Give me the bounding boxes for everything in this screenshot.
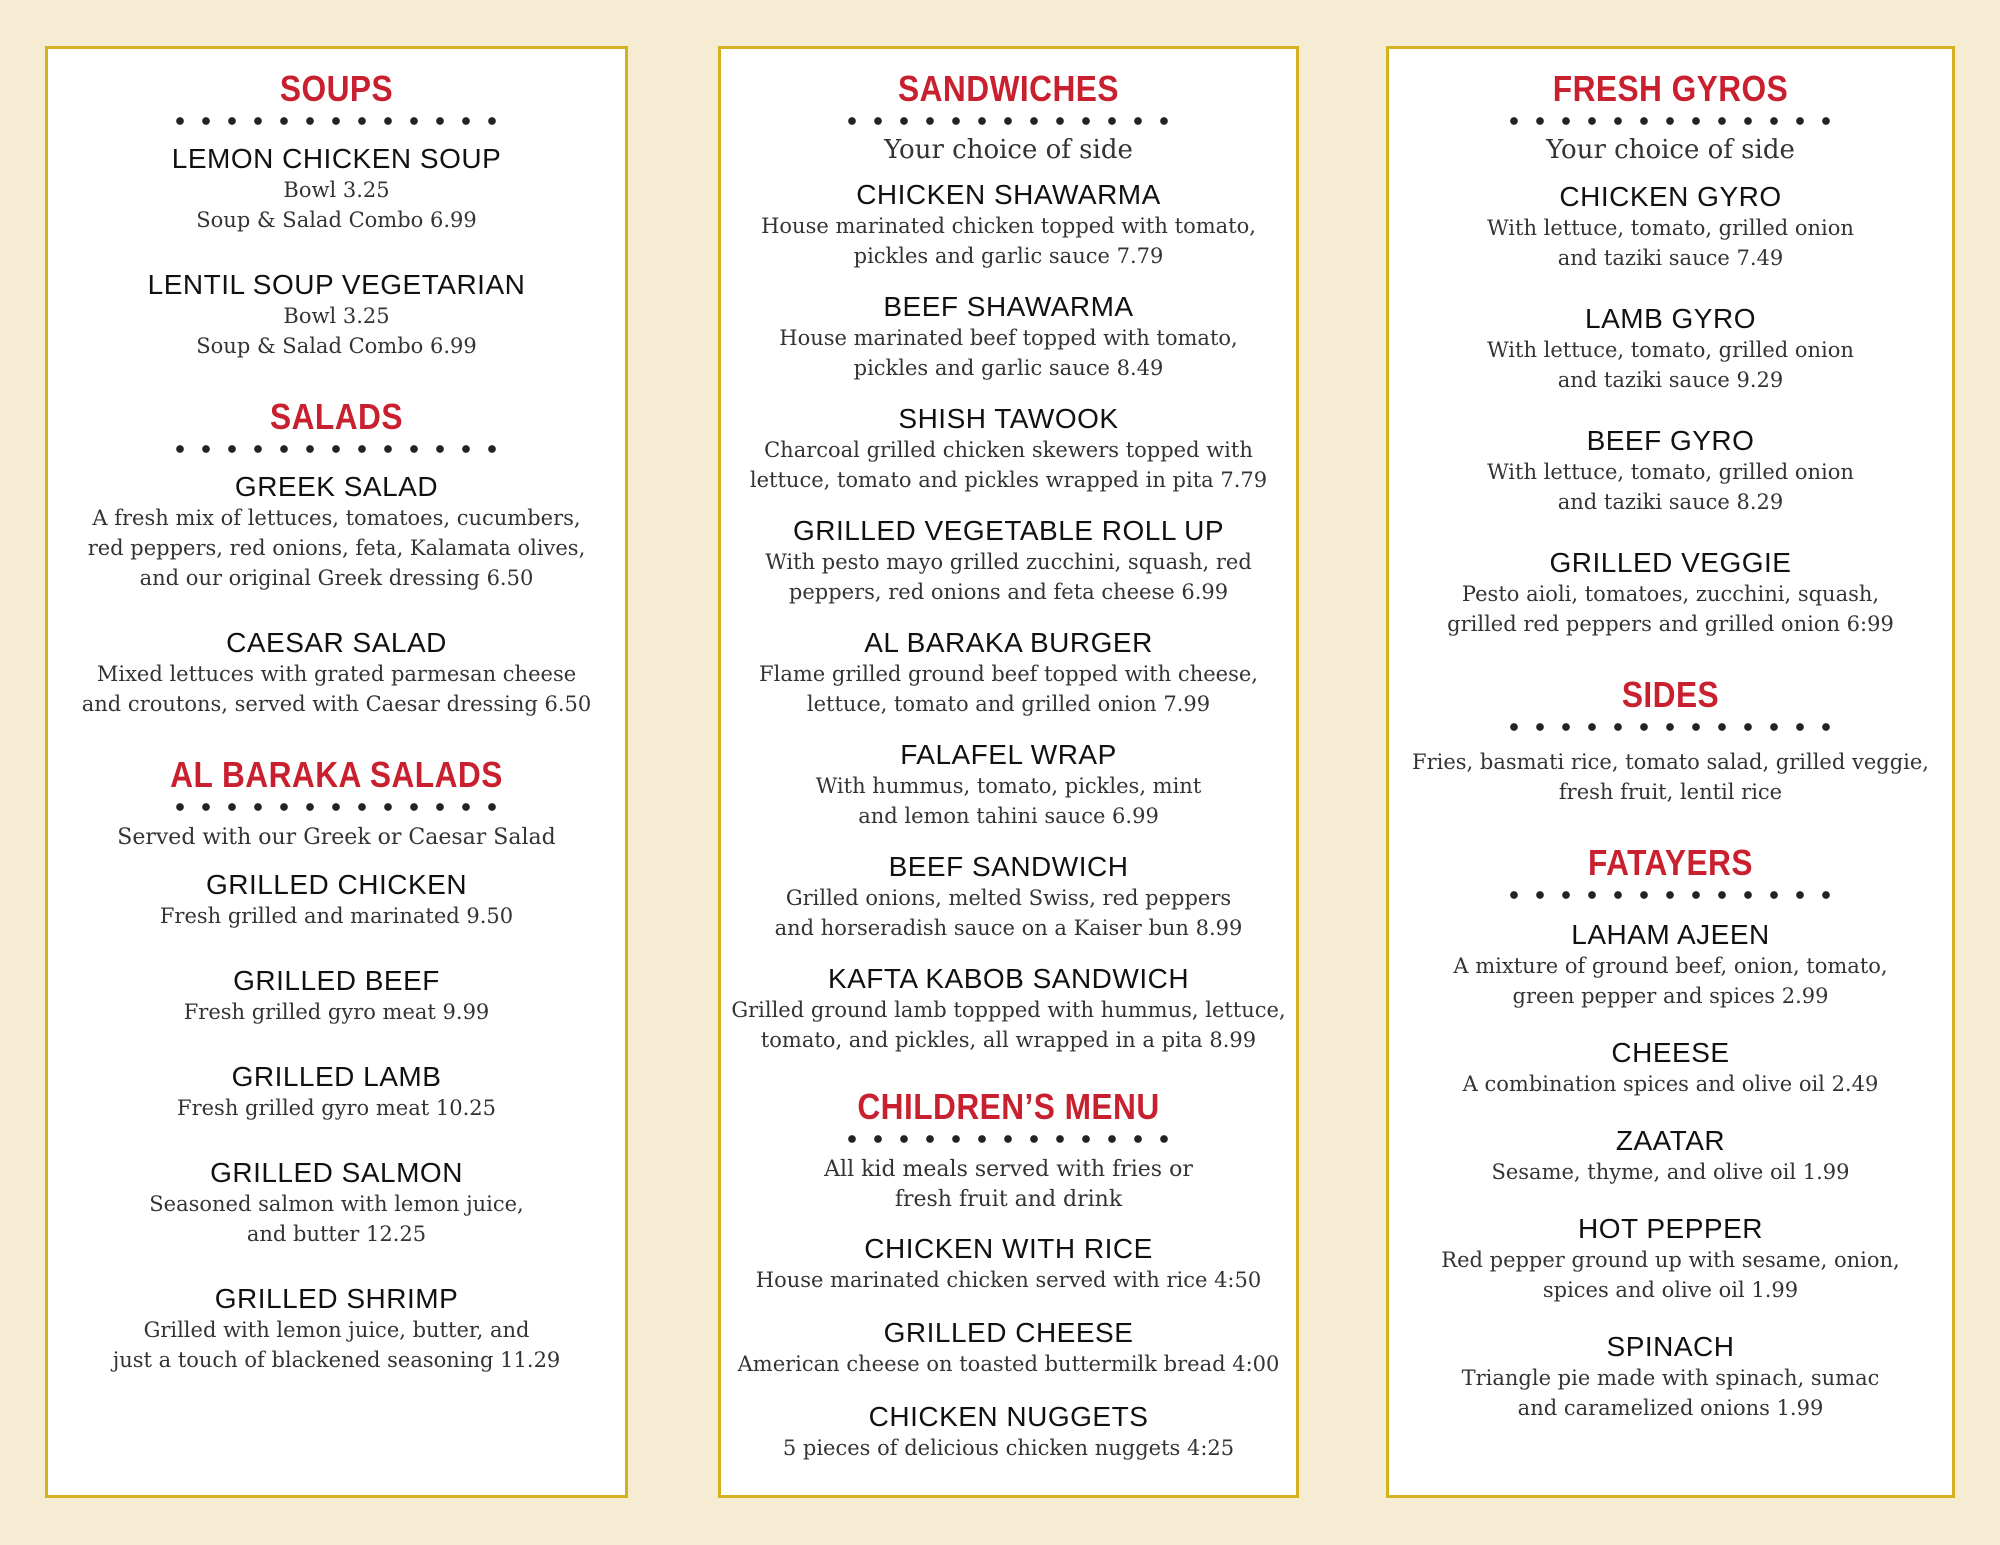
menu-item <box>1389 1331 1952 1423</box>
menu-item <box>721 739 1296 831</box>
item-name: ZAATAR <box>1615 1125 1726 1156</box>
item-name: CHICKEN WITH RICE <box>864 1233 1153 1264</box>
menu-item <box>1389 1213 1952 1305</box>
dot-divider <box>1501 115 1841 127</box>
menu-item <box>48 143 625 235</box>
item-name: LAHAM AJEEN <box>1571 919 1770 950</box>
item-name: GREEK SALAD <box>234 471 439 502</box>
dot-divider <box>1501 889 1841 901</box>
item-name: CHEESE <box>1611 1037 1730 1068</box>
dot-divider <box>839 115 1179 127</box>
menu-panel-left <box>45 46 628 1498</box>
section-fresh-gyros <box>1389 67 1952 639</box>
section-note: Your choice of side <box>884 135 1133 165</box>
section-title: SALADS <box>270 396 403 437</box>
menu-item <box>1389 303 1952 395</box>
item-name: CAESAR SALAD <box>226 627 447 658</box>
section-title: FRESH GYROS <box>1552 68 1789 109</box>
item-name: BEEF SHAWARMA <box>883 291 1134 322</box>
dot-divider <box>167 801 507 813</box>
menu-item <box>721 963 1296 1055</box>
section-title: SIDES <box>1621 674 1720 715</box>
item-name: SHISH TAWOOK <box>898 403 1119 434</box>
section-title: SOUPS <box>279 68 394 109</box>
section-sandwiches <box>721 67 1296 1055</box>
item-description: Grilled ground lamb toppped with hummus, lettuce, tomato, and pickles, all wrapped in a pita 8.99 <box>731 998 1286 1052</box>
menu-item <box>721 1401 1296 1463</box>
section-note: Your choice of side <box>1546 135 1795 165</box>
menu-panel-center <box>718 46 1299 1498</box>
item-name: GRILLED BEEF <box>233 965 440 996</box>
menu-item <box>721 291 1296 383</box>
item-name: LEMON CHICKEN SOUP <box>171 143 502 174</box>
item-name: GRILLED VEGETABLE ROLL UP <box>792 515 1225 546</box>
item-description: Fresh grilled gyro meat 10.25 <box>177 1096 496 1120</box>
dot-divider <box>167 115 507 127</box>
menu-item <box>1389 1125 1952 1187</box>
item-name: SPINACH <box>1606 1331 1735 1362</box>
menu-item <box>48 869 625 931</box>
menu-item <box>48 1283 625 1375</box>
item-description: House marinated chicken topped with tomato, pickles and garlic sauce 7.79 <box>761 214 1256 268</box>
section-salads <box>48 395 625 719</box>
item-name: GRILLED LAMB <box>231 1061 442 1092</box>
section-note: All kid meals served with fries or fresh fruit and drink <box>824 1157 1193 1212</box>
item-name: GRILLED SALMON <box>210 1157 463 1188</box>
item-description: Bowl 3.25 Soup & Salad Combo 6.99 <box>196 304 477 358</box>
item-description: With lettuce, tomato, grilled onion and taziki sauce 8.29 <box>1487 460 1854 514</box>
section-title: AL BARAKA SALADS <box>170 754 503 795</box>
item-name: BEEF SANDWICH <box>888 851 1129 882</box>
item-description: Fresh grilled and marinated 9.50 <box>159 904 514 928</box>
section-soups <box>48 67 625 361</box>
section-title: FATAYERS <box>1588 842 1753 883</box>
item-description: Bowl 3.25 Soup & Salad Combo 6.99 <box>196 178 477 232</box>
menu-item <box>721 1317 1296 1379</box>
dot-divider <box>167 443 507 455</box>
item-description: Grilled with lemon juice, butter, and just a touch of blackened seasoning 11.29 <box>112 1318 561 1372</box>
item-name: KAFTA KABOB SANDWICH <box>827 963 1190 994</box>
item-name: CHICKEN NUGGETS <box>868 1401 1149 1432</box>
menu-item <box>1389 547 1952 639</box>
menu-item <box>1389 1037 1952 1099</box>
item-description: Flame grilled ground beef topped with cheese, lettuce, tomato and grilled onion 7.99 <box>759 662 1258 716</box>
section-note: Served with our Greek or Caesar Salad <box>117 825 556 850</box>
menu-item <box>48 627 625 719</box>
item-description: Fresh grilled gyro meat 9.99 <box>183 1000 490 1024</box>
item-description: With hummus, tomato, pickles, mint and lemon tahini sauce 6.99 <box>815 774 1202 828</box>
menu-item <box>48 965 625 1027</box>
item-description: A mixture of ground beef, onion, tomato, green pepper and spices 2.99 <box>1453 954 1888 1008</box>
item-name: GRILLED CHICKEN <box>205 869 468 900</box>
menu-item <box>721 627 1296 719</box>
item-description: With pesto mayo grilled zucchini, squash, red peppers, red onions and feta cheese 6.99 <box>765 550 1252 604</box>
menu-item <box>1389 919 1952 1011</box>
item-name: LAMB GYRO <box>1585 303 1756 334</box>
section-childrens-menu <box>721 1085 1296 1463</box>
item-description: A fresh mix of lettuces, tomatoes, cucumbers, red peppers, red onions, feta, Kalamata olives, and our original Greek dressing 6.50 <box>87 506 586 590</box>
item-name: AL BARAKA BURGER <box>864 627 1153 658</box>
section-title: CHILDREN’S MENU <box>857 1086 1160 1127</box>
item-name: GRILLED CHEESE <box>883 1317 1134 1348</box>
item-name: LENTIL SOUP VEGETARIAN <box>147 269 526 300</box>
item-description: American cheese on toasted buttermilk bread 4:00 <box>737 1352 1280 1376</box>
section-sides <box>1389 673 1952 807</box>
item-description: With lettuce, tomato, grilled onion and taziki sauce 7.49 <box>1487 216 1854 270</box>
item-description: House marinated beef topped with tomato, pickles and garlic sauce 8.49 <box>779 326 1238 380</box>
menu-item <box>721 851 1296 943</box>
item-description: With lettuce, tomato, grilled onion and taziki sauce 9.29 <box>1487 338 1854 392</box>
dot-divider <box>1501 721 1841 733</box>
item-description: A combination spices and olive oil 2.49 <box>1462 1072 1879 1096</box>
item-name: HOT PEPPER <box>1578 1213 1763 1244</box>
menu-item <box>48 1061 625 1123</box>
item-description: Seasoned salmon with lemon juice, and butter 12.25 <box>149 1192 524 1246</box>
item-description: 5 pieces of delicious chicken nuggets 4:25 <box>782 1436 1235 1460</box>
item-name: GRILLED VEGGIE <box>1549 547 1792 578</box>
menu-item <box>721 1233 1296 1295</box>
menu-panel-right <box>1386 46 1955 1498</box>
section-fatayers <box>1389 841 1952 1423</box>
sides-list: Fries, basmati rice, tomato salad, grilled veggie, fresh fruit, lentil rice <box>1412 750 1929 804</box>
menu-item <box>1389 425 1952 517</box>
menu-item <box>721 179 1296 271</box>
menu-item <box>721 403 1296 495</box>
section-title: SANDWICHES <box>898 68 1119 109</box>
item-description: Pesto aioli, tomatoes, zucchini, squash, grilled red peppers and grilled onion 6:99 <box>1447 582 1894 636</box>
menu-item <box>721 515 1296 607</box>
menu-item <box>48 1157 625 1249</box>
menu-item <box>1389 181 1952 273</box>
item-description: Sesame, thyme, and olive oil 1.99 <box>1491 1160 1850 1184</box>
item-name: GRILLED SHRIMP <box>214 1283 459 1314</box>
item-description: House marinated chicken served with rice 4:50 <box>755 1268 1262 1292</box>
dot-divider <box>839 1133 1179 1145</box>
item-name: CHICKEN GYRO <box>1559 181 1782 212</box>
menu-item <box>48 269 625 361</box>
item-name: CHICKEN SHAWARMA <box>856 179 1161 210</box>
section-al-baraka-salads <box>48 753 625 1375</box>
item-description: Mixed lettuces with grated parmesan cheese and croutons, served with Caesar dressing 6.50 <box>81 662 592 716</box>
item-name: BEEF GYRO <box>1586 425 1755 456</box>
item-description: Charcoal grilled chicken skewers topped with lettuce, tomato and pickles wrapped in pita 7.79 <box>749 438 1268 492</box>
item-name: FALAFEL WRAP <box>900 739 1117 770</box>
item-description: Grilled onions, melted Swiss, red peppers and horseradish sauce on a Kaiser bun 8.99 <box>774 886 1243 940</box>
menu-item <box>48 471 625 593</box>
item-description: Red pepper ground up with sesame, onion, spices and olive oil 1.99 <box>1441 1248 1900 1302</box>
item-description: Triangle pie made with spinach, sumac and caramelized onions 1.99 <box>1461 1366 1880 1420</box>
